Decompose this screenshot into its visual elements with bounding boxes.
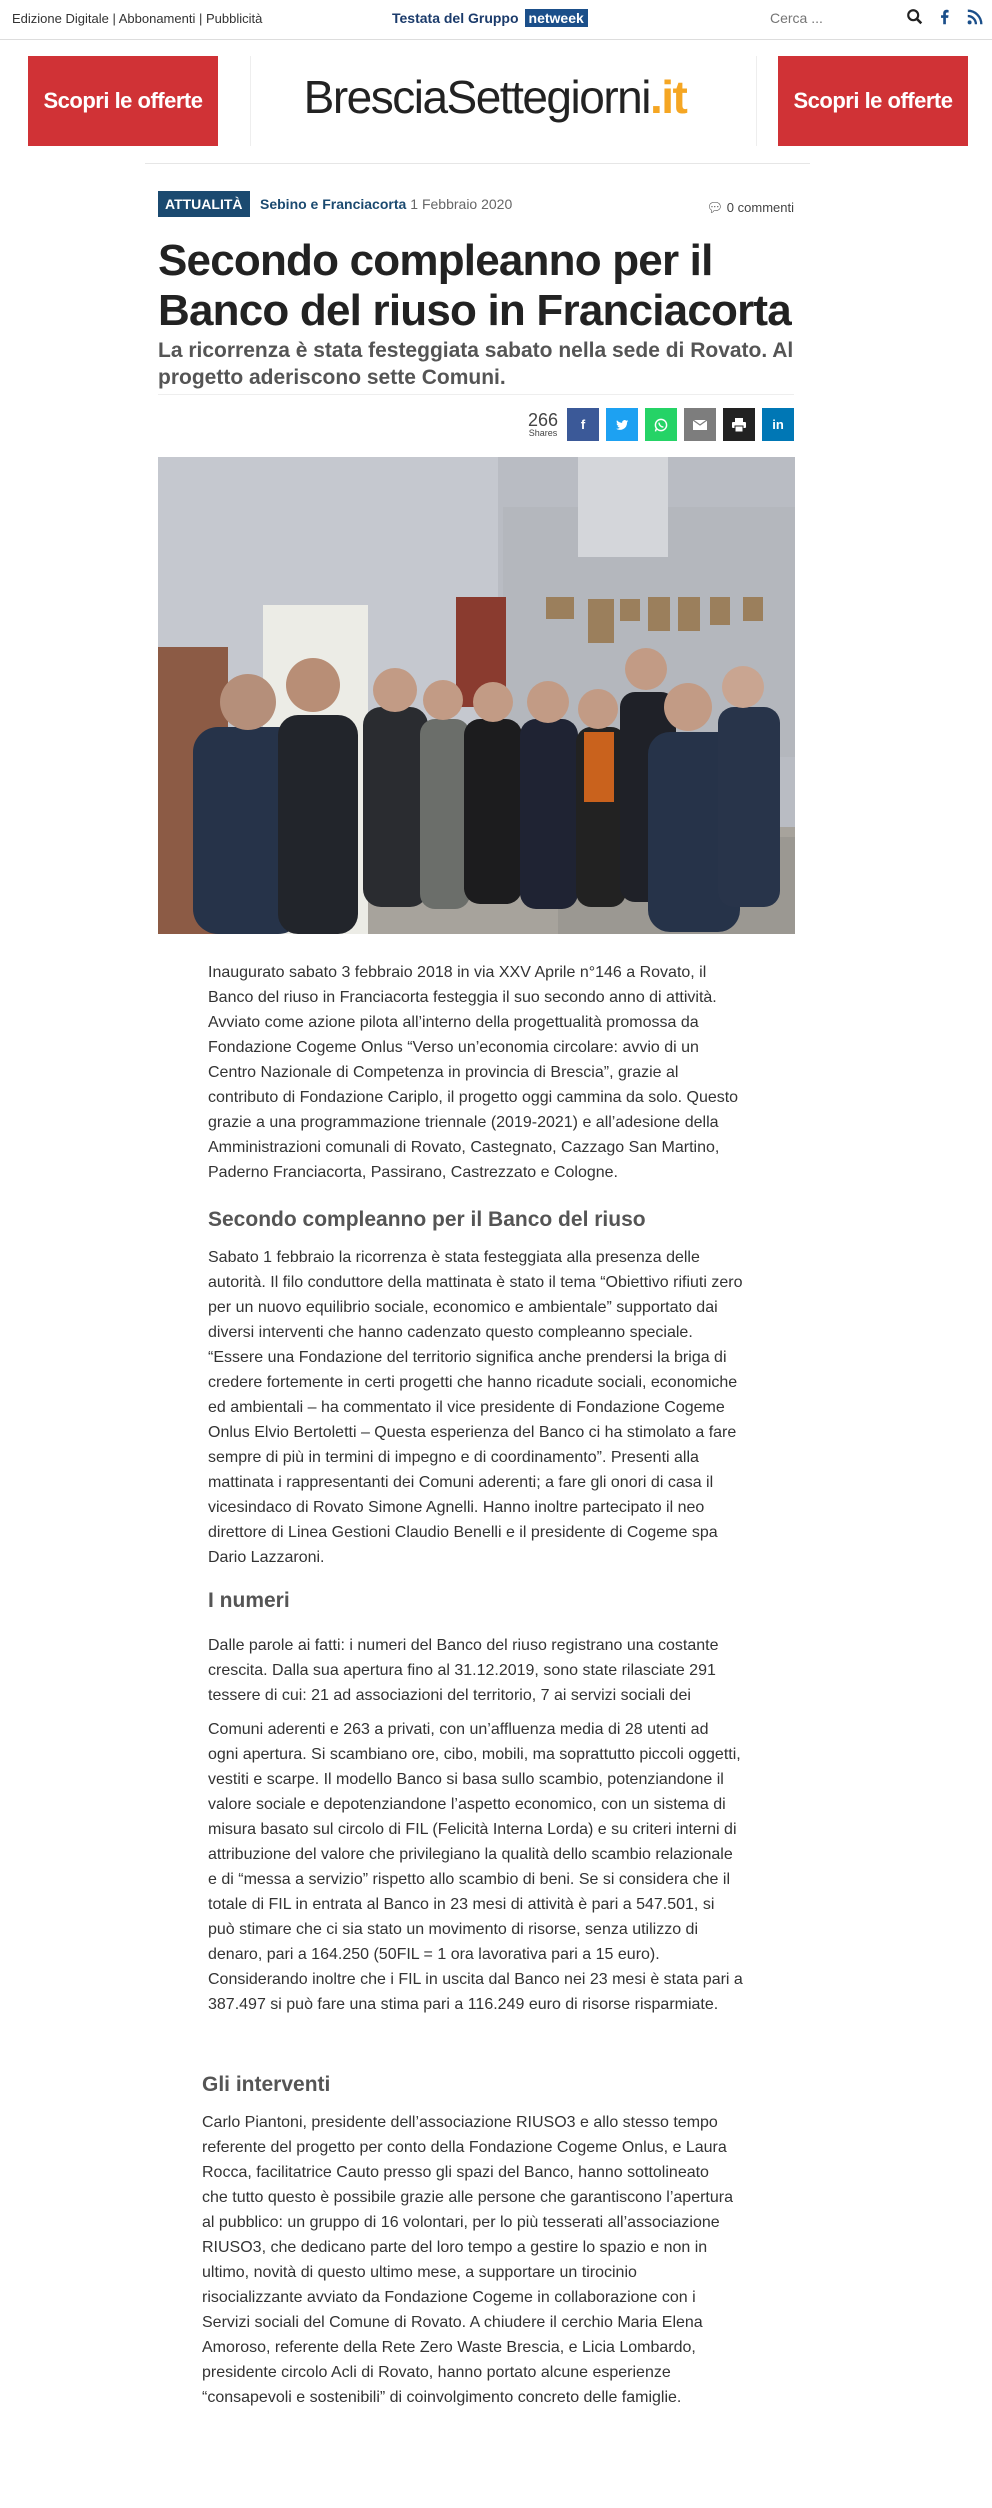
article-title: Secondo compleanno per il Banco del riuso in Franciacorta (158, 236, 791, 335)
linkedin-icon: in (772, 417, 784, 432)
article-photo (158, 457, 795, 934)
share-facebook-button[interactable] (567, 408, 599, 441)
rss-icon[interactable] (966, 8, 984, 26)
article-paragraph: Carlo Piantoni, presidente dell’associazione RIUSO3 e allo stesso tempo referente del progetto per conto della Fondazione Cogeme Onlus, e Laura Rocca, facilitatrice Cauto presso gli spazi del Banco, hanno sottolineato che tutto questo è possibile grazie alle persone che garantiscono l’apertura al pubblico: un gruppo di 16 volontari, per lo più tesserati all’associazione RIUSO3, che dedicano parte del loro tempo a gestire lo spazio e non in ultimo, novità di questo ultimo mese, a supportare un tirocinio risocializzante avviato da Fondazione Cogeme in collaborazione con i Servizi sociali del Comune di Rovato. A chiudere il cerchio Maria Elena Amoroso, referente della Rete Zero Waste Brescia, e Licia Lombardo, presidente circolo Acli di Rovato, hanno portato alcune esperienze “consapevoli e sostenibili” di coinvolgimento concreto delle famiglie. (202, 2114, 733, 2406)
divider (158, 394, 794, 395)
share-email-button[interactable] (684, 408, 716, 441)
group-label-text: Testata del Gruppo (392, 10, 519, 26)
search-icon[interactable] (906, 8, 924, 26)
article-paragraph: Sabato 1 febbraio la ricorrenza è stata festeggiata alla presenza delle autorità. Il filo conduttore della mattinata è stato il tema “Obiettivo rifiuti zero per un nuovo equilibrio sociale, economico e ambientale” supportato dai diversi interventi che hanno cadenzato questo compleanno speciale. “Essere una Fondazione del territorio significa anche prendersi la briga di credere fortemente in certi progetti che hanno ricadute sociali, economiche ed ambientali – ha commentato il vice presidente di Fondazione Cogeme Onlus Elvio Bertoletti – Questa esperienza del Banco ci ha stimolato a fare sempre di più in termini di impegno e di coordinamento”. Presenti alla mattinata i rappresentanti dei Comuni aderenti; a fare gli onori di casa il vicesindaco di Rovato Simone Agnelli. Hanno inoltre partecipato il neo direttore di Linea Gestioni Claudio Benelli e il presidente di Cogeme spa Dario Lazzaroni. (208, 1249, 743, 1566)
link-abbonamenti[interactable]: Abbonamenti (118, 11, 196, 26)
site-logo[interactable] (250, 70, 740, 124)
email-icon (693, 419, 707, 431)
print-button[interactable] (723, 408, 755, 441)
link-edizione-digitale[interactable]: Edizione Digitale (12, 11, 109, 26)
share-whatsapp-button[interactable] (645, 408, 677, 441)
share-count (528, 411, 558, 438)
header-divider (145, 163, 810, 164)
top-bar (0, 0, 992, 40)
print-icon (732, 418, 746, 432)
netweek-logo[interactable]: netweek (525, 9, 588, 27)
promo-offers-left[interactable]: Scopri le offerte (28, 56, 218, 146)
comments-link[interactable] (707, 200, 794, 216)
comments-count: 0 commenti (726, 200, 794, 215)
comment-icon: 💬︎ (706, 200, 724, 215)
whatsapp-icon (653, 417, 669, 433)
share-twitter-button[interactable] (606, 408, 638, 441)
article-paragraph: Dalle parole ai fatti: i numeri del Banco del riuso registrano una costante crescita. Dalla sua apertura fino al 31.12.2019, sono state rilasciate 291 tessere di cui: 21 ad associazioni del territorio, 7 ai servizi sociali dei (208, 1637, 719, 1704)
facebook-icon[interactable] (936, 8, 954, 26)
group-photo-image (158, 457, 795, 934)
share-linkedin-button[interactable] (762, 408, 794, 441)
article-subheading: Gli interventi (202, 2073, 331, 2096)
article-subtitle: La ricorrenza è stata festeggiata sabato nella sede di Rovato. Al progetto aderiscono sette Comuni. (158, 339, 794, 389)
article-paragraph: Comuni aderenti e 263 a privati, con un’affluenza media di 28 utenti ad ogni apertura. Si scambiano ore, cibo, mobili, ma soprattutto piccoli oggetti, vestiti e scarpe. Il modello Banco si basa sullo scambio, potenziandone il valore sociale e depotenziandone l’aspetto economico, con un sistema di misura basato sul circolo di FIL (Felicità Interna Lorda) e su criteri interni di attribuzione del valore che privilegiano la qualità dello scambio relazionale e di “messa a servizio” rispetto allo scambio di beni. Se si considera che il totale di FIL in entrata al Banco in 23 mesi di attività è pari a 547.501, si può stimare che ci sia stato un movimento di risorse, senza utilizzo di denaro, pari a 164.250 (50FIL = 1 ora lavorativa pari a 15 euro). Considerando inoltre che i FIL in uscita dal Banco nei 23 mesi è stata pari a 387.497 si può fare una stima pari a 116.249 euro di risorse risparmiate. (208, 1721, 743, 2013)
facebook-icon: f (580, 417, 586, 432)
logo-tld: .it (649, 71, 687, 123)
search-input[interactable] (770, 10, 880, 26)
top-links: Edizione Digitale | Abbonamenti | Pubblicità (12, 11, 263, 26)
category-badge[interactable]: ATTUALITÀ (158, 191, 250, 217)
article-subheading: I numeri (208, 1589, 290, 1612)
divider (756, 56, 757, 146)
share-count-number: 266 (527, 410, 558, 430)
twitter-icon (615, 418, 629, 432)
share-count-label: Shares (528, 428, 558, 438)
promo-offers-right[interactable]: Scopri le offerte (778, 56, 968, 146)
share-bar (528, 408, 794, 441)
logo-text: BresciaSettegiorni (303, 71, 650, 123)
article-date: 1 Febbraio 2020 (410, 196, 513, 212)
link-pubblicita[interactable]: Pubblicità (205, 11, 263, 26)
section-link[interactable]: Sebino e Franciacorta (260, 196, 407, 212)
article-subheading: Secondo compleanno per il Banco del riuso (208, 1208, 646, 1231)
article-meta (158, 191, 794, 219)
article-paragraph: Inaugurato sabato 3 febbraio 2018 in via XXV Aprile n°146 a Rovato, il Banco del riuso in Franciacorta festeggia il suo secondo anno di attività. Avviato come azione pilota all’interno della progettualità promossa da Fondazione Cogeme Onlus “Verso un’economia circolare: avvio di un Centro Nazionale di Competenza in provincia di Brescia”, grazie al contributo di Fondazione Cariplo, il progetto oggi cammina da solo. Questo grazie a una programmazione triennale (2019-2021) e all’adesione della Amministrazioni comunali di Rovato, Castegnato, Cazzago San Martino, Paderno Franciacorta, Passirano, Castrezzato e Cologne. (208, 964, 739, 1181)
group-label (392, 9, 588, 27)
